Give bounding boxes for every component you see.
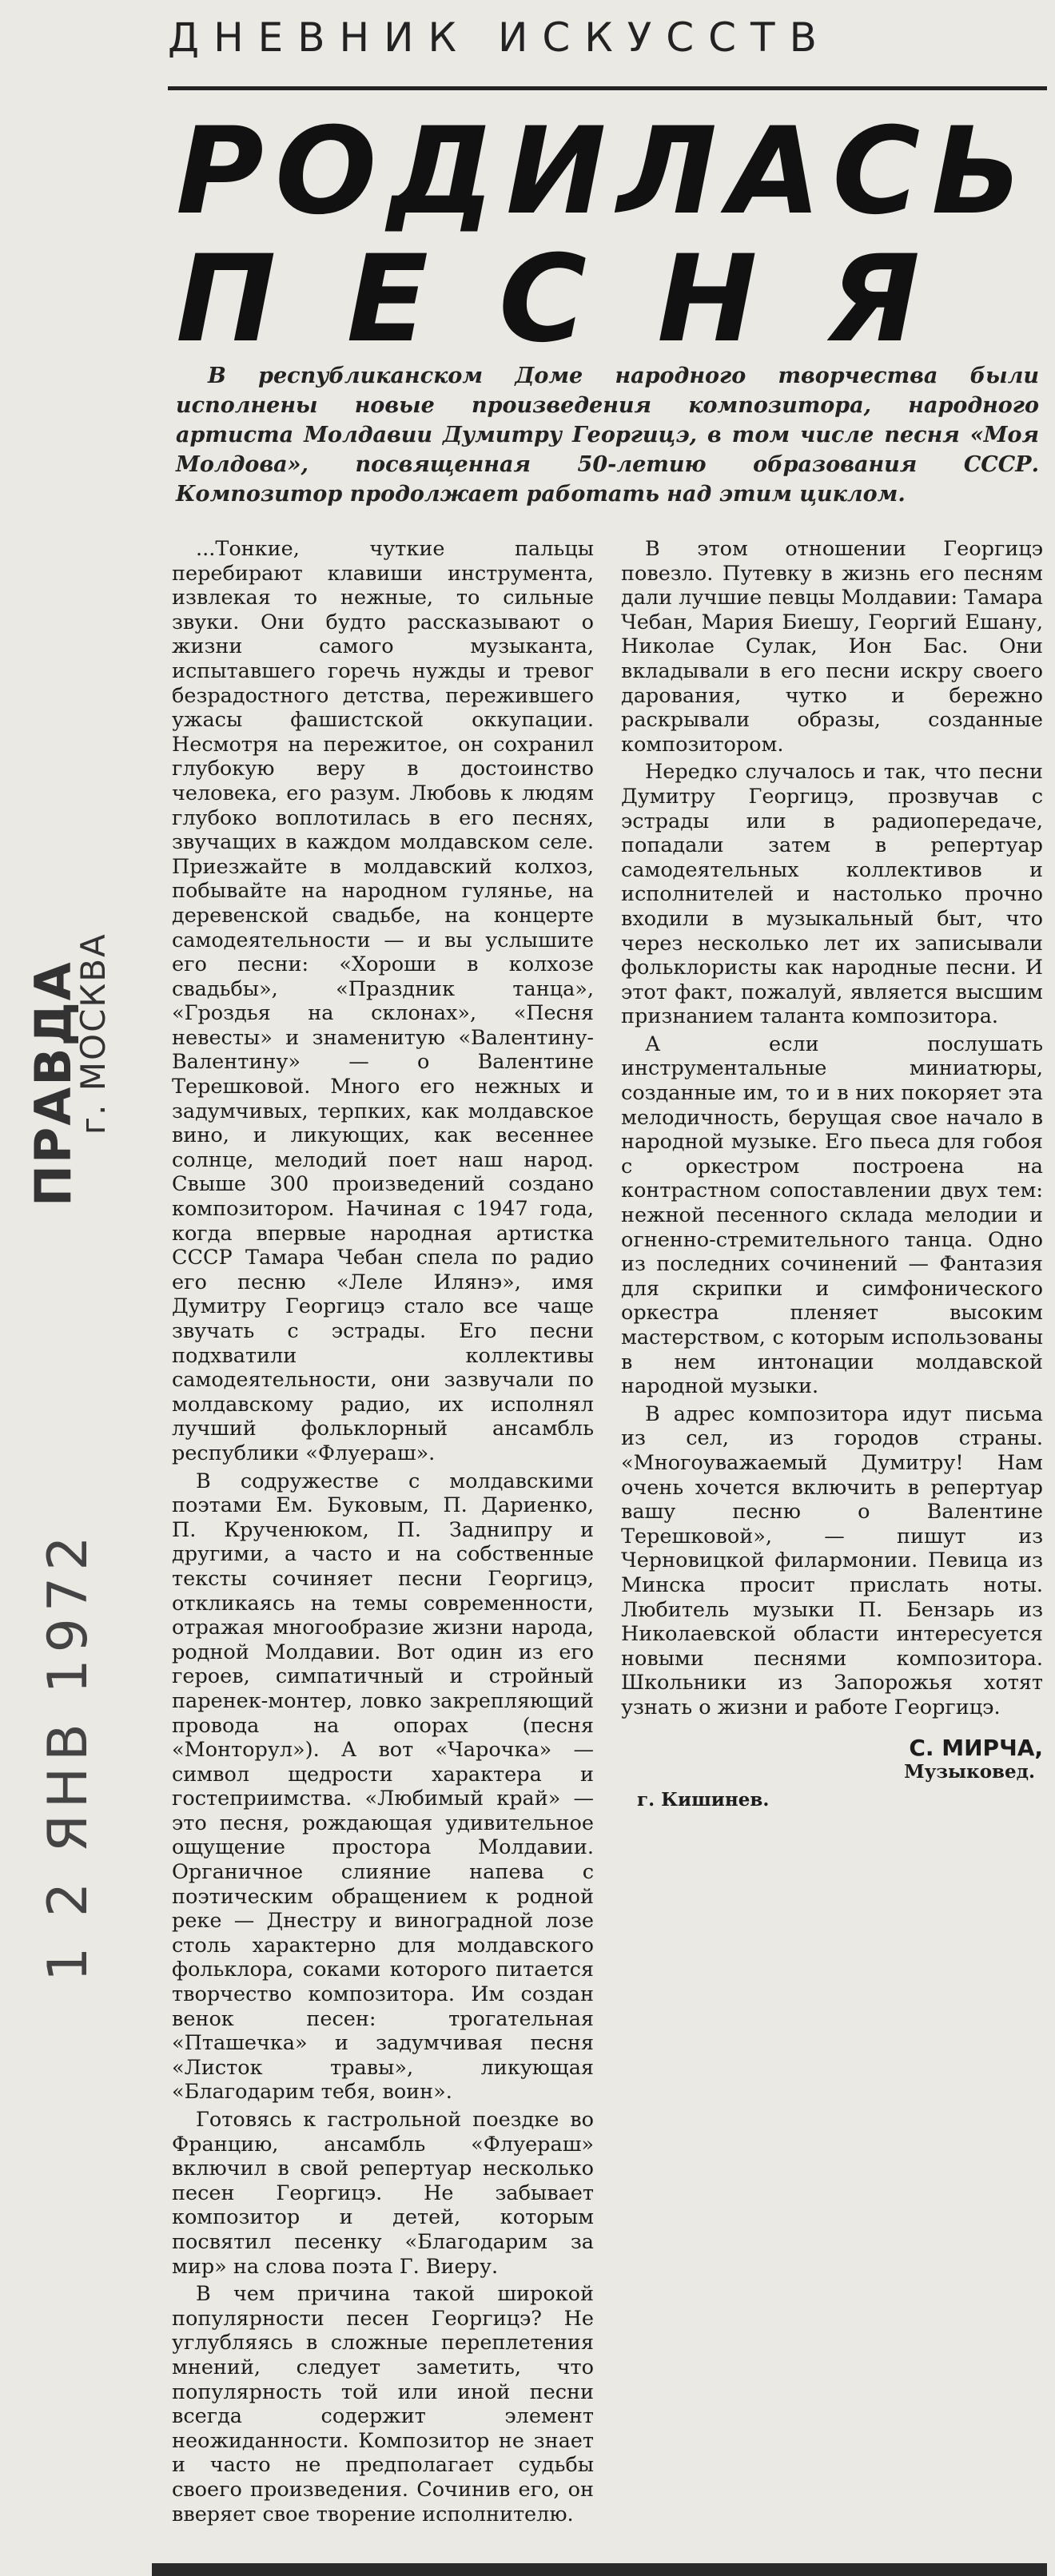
article-paragraph-7: А если послушать инструментальные миниатюры, созданные им, то и в них покоряет эта мелодичность, берущая свое начало в народной музыке. Его пьеса для гобоя с оркестром построена на контрастном сопоставлении двух тем: нежной песенного склада мелодии и огненно-стремительного танца. Одно из последних сочинений — Фантазия для скрипки и симфонического оркестра пленяет высоким мастерством, с которым использованы в нем интонации молдавской народной музыки. (621, 1032, 1043, 1399)
bottom-edge (152, 2563, 1047, 2576)
section-rubric: ДНЕВНИК ИСКУССТВ (168, 14, 831, 61)
article-body (172, 537, 1043, 2550)
article-paragraph-6: Нередко случалось и так, что песни Думитру Георгицэ, прозвучав с эстрады или в радиопередаче, попадали затем в репертуар самодеятельных коллективов и исполнителей и настолько прочно входили в музыкальный быт, что через несколько лет их записывали фольклористы как народные песни. И этот факт, пожалуй, является высшим признанием таланта композитора. (621, 760, 1043, 1029)
author-city: г. Кишинев. (637, 1788, 770, 1811)
lead-paragraph: В республиканском Доме народного творчества были исполнены новые произведения композитора, народного артиста Молдавии Думитру Георгицэ, в том числе песня «Моя Молдова», посвященная 50-летию образования СССР. Композитор продолжает работать над этим циклом. (176, 364, 1039, 507)
article-paragraph-8: В адрес композитора идут письма из сел, из городов страны. «Многоуважаемый Думитру! Нам очень хочется включить в репертуар вашу песню о Валентине Терешковой», — пишут из Черновицкой филармонии. Певица из Минска просит прислать ноты. Любитель музыки П. Бензарь из Николаевской области интересуется новыми песнями композитора. Школьники из Запорожья хотят узнать о жизни и работе Георгицэ. (621, 1401, 1043, 1719)
newspaper-name-stamp: ПРАВДА (24, 960, 82, 1207)
clipping-margin (0, 0, 168, 2576)
city-stamp: г. МОСКВА (74, 932, 113, 1135)
article-paragraph-5: В этом отношении Георгицэ повезло. Путевку в жизнь его песням дали лучшие певцы Молдавии: Тамара Чебан, Мария Биешу, Георгий Ешану, Николае Сулак, Ион Бас. Они вкладывали в его песни искру своего дарования, чутко и бережно раскрывали образы, созданные композитором. (621, 537, 1043, 757)
article-paragraph-2: В содружестве с молдавскими поэтами Ем. Буковым, П. Дариенко, П. Крученюком, П. Заднипру и другими, а часто и на собственные тексты сочиняет песни Георгицэ, откликаясь на темы современности, отражая многообразие жизни народа, родной Молдавии. Вот один из его героев, симпатичный и стройный паренек-монтер, ловко закрепляющий провода на опорах (песня «Монторул»). А вот «Чарочка» — символ щедрости характера и гостеприимства. «Любимый край» — это песня, рождающая удивительное ощущение простора Молдавии. Органичное слияние напева с поэтическим обращением к родной реке — Днестру и виноградной лозе столь характерно для молдавского фольклора, соками которого питается творчество композитора. Им создан венок песен: трогательная «Пташечка» и задумчивая песня «Листок травы», ликующая «Благодарим тебя, воин». (172, 1469, 594, 2105)
author-signature: С. МИРЧА, (909, 1734, 1043, 1761)
article-paragraph-1: ...Тонкие, чуткие пальцы перебирают клавиши инструмента, извлекая то нежные, то сильные звуки. Они будто рассказывают о жизни самого музыканта, испытавшего горечь нужды и тревог безрадостного детства, пережившего ужасы фашистской оккупации. Несмотря на пережитое, он сохранил глубокую веру в достоинство человека, его разум. Любовь к людям глубоко воплотилась в его песнях, звучащих в каждом молдавском селе. Приезжайте в молдавский колхоз, побывайте на народном гулянье, на деревенской свадьбе, на концерте самодеятельности — и вы услышите его песни: «Хороши в колхозе свадьбы», «Праздник танца», «Гроздья на склонах», «Песня невесты» и знаменитую «Валентину-Валентину» — о Валентине Терешковой. Много его нежных и задумчивых, терпких, как молдавское вино, и ликующих, как весеннее солнце, мелодий поет наш народ. Свыше 300 произведений создано композитором. Начиная с 1947 года, когда впервые народная артистка СССР Тамара Чебан спела по радио его песню «Леле Илянэ», имя Думитру Георгицэ стало все чаще звучать с эстрады. Его песни подхватили коллективы самодеятельности, они зазвучали по молдавскому радио, их исполнял лучший фольклорный ансамбль республики «Флуераш». (172, 537, 594, 1465)
article-paragraph-3: Готовясь к гастрольной поездке во Францию, ансамбль «Флуераш» включил в свой репертуар несколько песен Георгицэ. Не забывает композитор и детей, которым посвятил песенку «Благодарим за мир» на слова поэта Г. Виеру. (172, 2108, 594, 2279)
headline-line-2: ПЕСНЯ (176, 230, 991, 369)
article-paragraph-4: В чем причина такой широкой популярности песен Георгицэ? Не углубляясь в сложные переплетения мнений, следует заметить, что популярность той или иной песни всегда содержит элемент неожиданности. Композитор не знает и часто не предполагает судьбы своего произведения. Сочинив его, он вверяет свое творение исполнителю. (172, 2282, 594, 2526)
date-stamp: 1 2 ЯНВ 1972 (37, 1529, 100, 1982)
author-role: Музыковед. (904, 1761, 1035, 1783)
rubric-divider (168, 86, 1047, 90)
headline-line-1: РОДИЛАСЬ (176, 102, 1034, 241)
